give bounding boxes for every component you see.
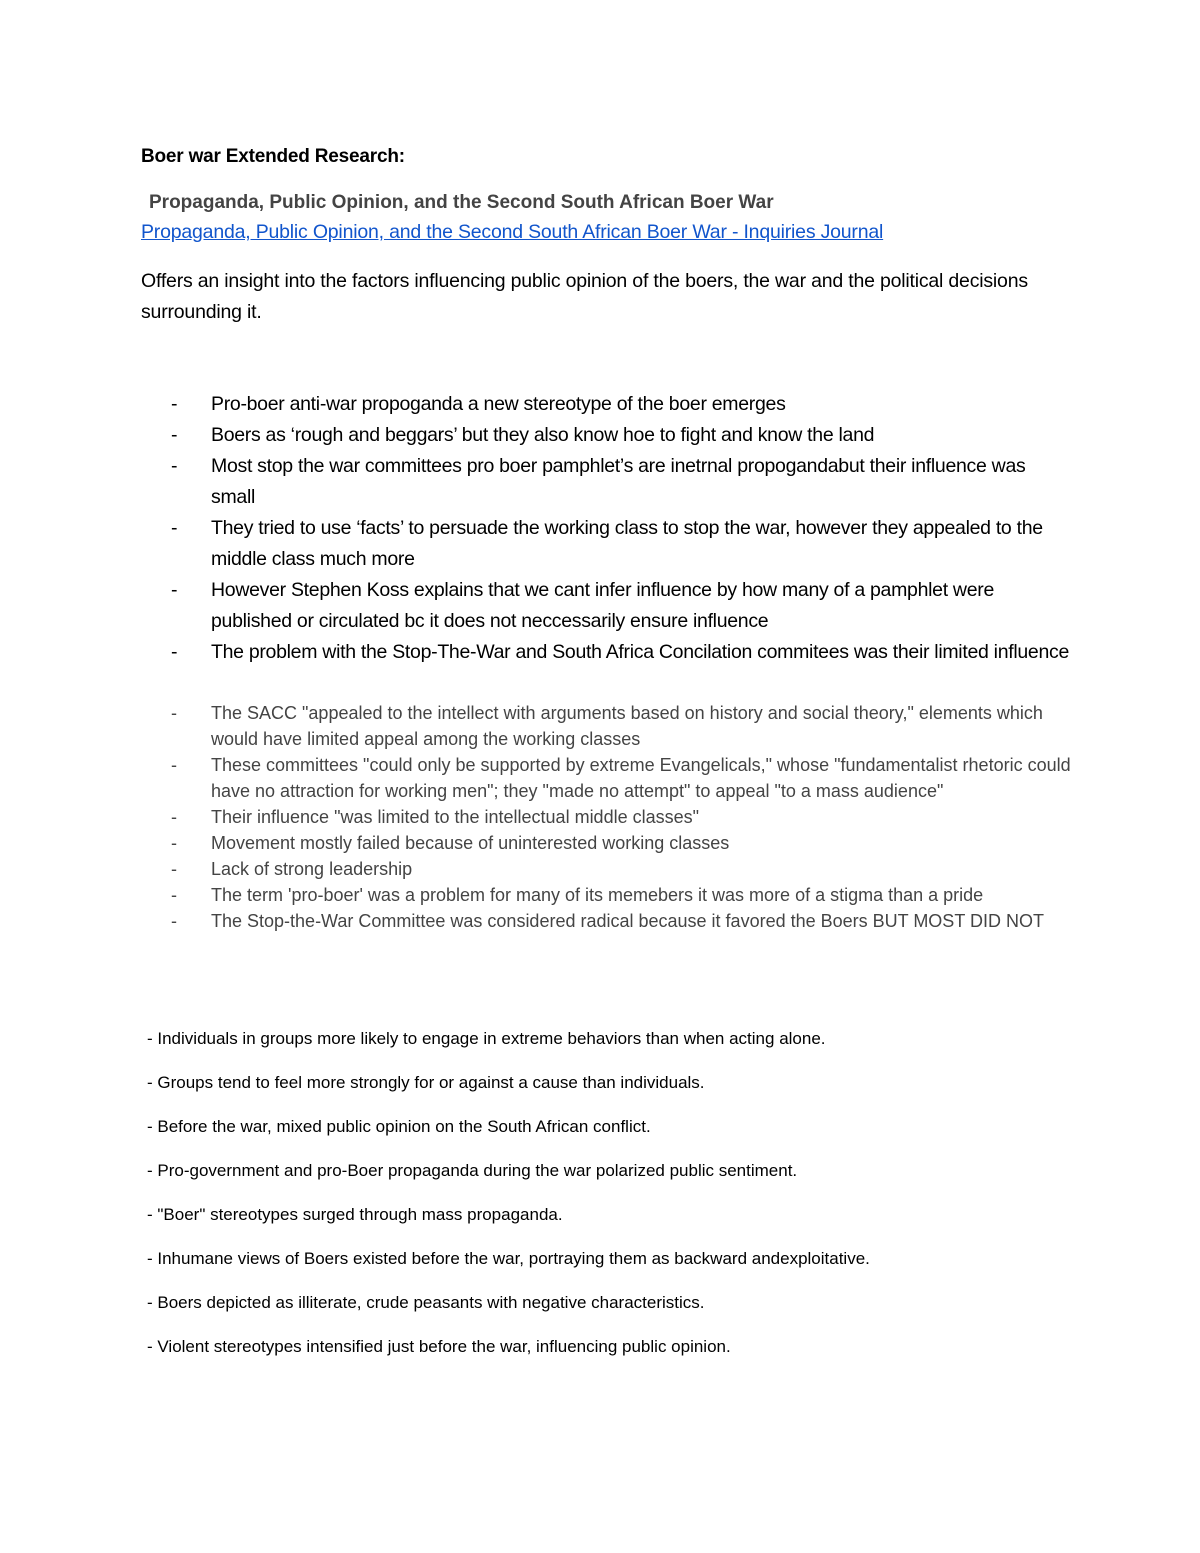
dash-bullet: - (171, 579, 178, 601)
list-item-text: Boers as ‘rough and beggars’ but they also know hoe to fight and know the land (211, 424, 875, 446)
list-item-text: Most stop the war committees pro boer pamphlet’s are inetrnal propogandabut their influence was small (211, 455, 1026, 508)
list-item-text: These committees "could only be supported by extreme Evangelicals," whose "fundamentalist rhetoric could have no attraction for working men"; they "made no attempt" to appeal "to a mass audience" (211, 755, 1071, 801)
article-summary: Offers an insight into the factors influencing public opinion of the boers, the war and the political decisions surrounding it. (141, 270, 1028, 323)
list-item (171, 752, 1071, 804)
list-item (171, 908, 1071, 934)
dash-bullet: - (171, 424, 178, 446)
list-item (171, 451, 1071, 513)
dash-bullet: - (171, 641, 178, 663)
dash-bullet: - (171, 911, 177, 931)
list-item-text: Pro-boer anti-war propoganda a new stereotype of the boer emerges (211, 393, 786, 415)
quote-points-list (171, 700, 1071, 934)
dash-bullet: - (171, 755, 177, 775)
dash-bullet: - (171, 393, 178, 415)
list-item (171, 575, 1071, 637)
list-item-text: The term 'pro-boer' was a problem for many of its memebers it was more of a stigma than a pride (211, 885, 984, 905)
list-item (171, 830, 1071, 856)
note-line: - Before the war, mixed public opinion on the South African conflict. (147, 1117, 651, 1136)
list-item (171, 513, 1071, 575)
list-item (171, 637, 1071, 668)
note-line: - Groups tend to feel more strongly for or against a cause than individuals. (147, 1073, 705, 1092)
note-line: - "Boer" stereotypes surged through mass propaganda. (147, 1205, 563, 1224)
list-item-text: Their influence "was limited to the intellectual middle classes" (211, 807, 700, 827)
list-item-text: Lack of strong leadership (211, 859, 413, 879)
list-item (171, 700, 1071, 752)
list-item (171, 389, 1071, 420)
note-line: - Inhumane views of Boers existed before the war, portraying them as backward andexploitative. (147, 1249, 870, 1268)
dash-bullet: - (171, 807, 177, 827)
note-line: - Individuals in groups more likely to engage in extreme behaviors than when acting alone. (147, 1029, 826, 1048)
note-line: - Violent stereotypes intensified just before the war, influencing public opinion. (147, 1337, 731, 1356)
list-item-text: The Stop-the-War Committee was considered radical because it favored the Boers BUT MOST DID NOT (211, 911, 1044, 931)
dash-bullet: - (171, 455, 178, 477)
list-item (171, 882, 1071, 908)
dash-bullet: - (171, 833, 177, 853)
dash-bullet: - (171, 517, 178, 539)
dash-bullet: - (171, 703, 177, 723)
document-title: Boer war Extended Research: (141, 146, 405, 167)
article-title: Propaganda, Public Opinion, and the Second South African Boer War (149, 192, 774, 213)
list-item (171, 856, 1071, 882)
dash-bullet: - (171, 859, 177, 879)
article-link[interactable]: Propaganda, Public Opinion, and the Second South African Boer War - Inquiries Journal (141, 221, 884, 243)
list-item-text: They tried to use ‘facts’ to persuade the working class to stop the war, however they appealed to the middle class much more (211, 517, 1043, 570)
note-line: - Boers depicted as illiterate, crude peasants with negative characteristics. (147, 1293, 705, 1312)
note-line: - Pro-government and pro-Boer propaganda during the war polarized public sentiment. (147, 1161, 798, 1180)
key-points-list (171, 389, 1071, 668)
list-item-text: The problem with the Stop-The-War and South Africa Concilation commitees was their limited influence (211, 641, 1070, 663)
dash-bullet: - (171, 885, 177, 905)
list-item-text: Movement mostly failed because of uninterested working classes (211, 833, 730, 853)
list-item (171, 420, 1071, 451)
list-item-text: The SACC "appealed to the intellect with arguments based on history and social theory," elements which would have limited appeal among the working classes (211, 703, 1043, 749)
list-item-text: However Stephen Koss explains that we cant infer influence by how many of a pamphlet were published or circulated bc it does not neccessarily ensure influence (211, 579, 994, 632)
list-item (171, 804, 1071, 830)
